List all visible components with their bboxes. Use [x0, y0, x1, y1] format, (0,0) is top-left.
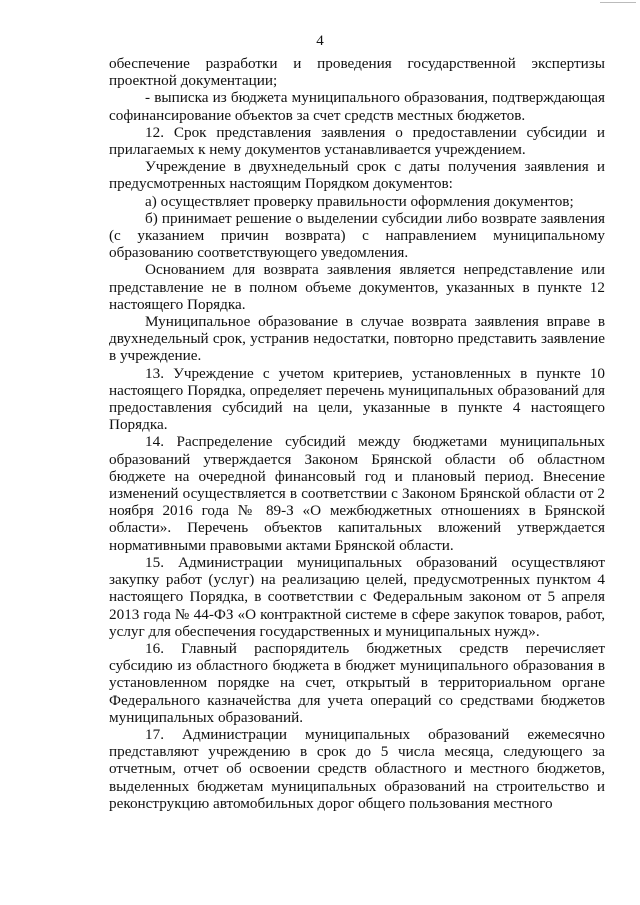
- paragraph-item-16: 16. Главный распорядитель бюджетных средств перечисляет субсидию из областного бюджета в бюджет муниципального образования в установленном порядке на счет, открытый в территориальном органе Федерального казначейства для учета операций со средствами бюджетов муниципальных образований.: [109, 639, 605, 726]
- paragraph-item-12: 12. Срок представления заявления о предоставлении субсидии и прилагаемых к нему документов устанавливается учреждением.: [109, 123, 605, 159]
- paragraph-item-14: 14. Распределение субсидий между бюджетами муниципальных образований утверждается Законом Брянской области об областном бюджете на очередной финансовый год и плановый период. Внесение изменений осуществляется в соответствии с Законом Брянской области от 2 ноября 2016 года № 89-З «О межбюджетных отношениях в Брянской области». Перечень объектов капитальных вложений утверждается нормативными правовыми актами Брянской области.: [109, 433, 605, 554]
- paragraph-budget-extract: - выписка из бюджета муниципального образования, подтверждающая софинансирование объектов за счет средств местных бюджетов.: [109, 89, 605, 124]
- paragraph-item-17: 17. Администрации муниципальных образований ежемесячно представляют учреждению в срок до 5 числа месяца, следующего за отчетным, отчет об освоении средств областного и местного бюджетов, выделенных бюджетам муниципальных образований на строительство и реконструкцию автомобильных дорог общего пользования местного: [109, 725, 605, 812]
- paragraph-item-13: 13. Учреждение с учетом критериев, установленных в пункте 10 настоящего Порядка, определяет перечень муниципальных образований для предоставления субсидий на цели, указанные в пункте 4 настоящего Порядка.: [109, 364, 605, 434]
- document-body: [109, 55, 605, 812]
- paragraph-resubmission: Муниципальное образование в случае возврата заявления вправе в двухнедельный срок, устранив недостатки, повторно представить заявление в учреждение.: [109, 313, 605, 365]
- paragraph-subitem-b: б) принимает решение о выделении субсидии либо возврате заявления (с указанием причин возврата) с направлением муниципальному образованию соответствующего уведомления.: [109, 209, 605, 262]
- paragraph-item-15: 15. Администрации муниципальных образований осуществляют закупку работ (услуг) на реализацию целей, предусмотренных пунктом 4 настоящего Порядка, в соответствии с Федеральным законом от 5 апреля 2013 года № 44-ФЗ «О контрактной системе в сфере закупок товаров, работ, услуг для обеспечения государственных и муниципальных нужд».: [109, 553, 605, 640]
- paragraph-two-week-term: Учреждение в двухнедельный срок с даты получения заявления и предусмотренных настоящим Порядком документов:: [109, 158, 605, 193]
- paragraph-continuation: обеспечение разработки и проведения государственной экспертизы проектной документации;: [109, 55, 605, 90]
- page-number: 4: [316, 33, 324, 49]
- paragraph-subitem-a: а) осуществляет проверку правильности оформления документов;: [145, 192, 574, 210]
- scan-corner-mark: [600, 2, 636, 5]
- paragraph-return-grounds: Основанием для возврата заявления является непредставление или представление не в полном объеме документов, указанных в пункте 12 настоящего Порядка.: [109, 261, 605, 313]
